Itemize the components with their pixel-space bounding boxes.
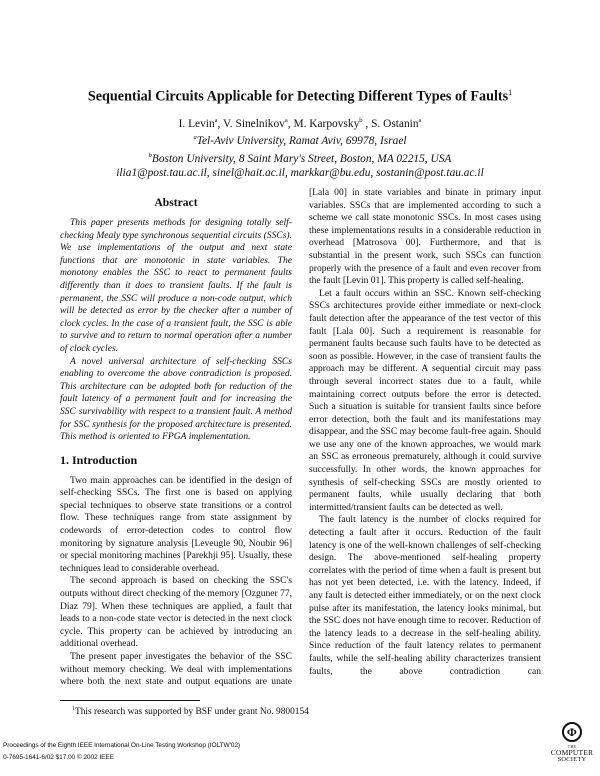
- body-paragraph: [Lala 00] in state variables and binate in primary input variables. SSCs that are implemented according to such a scheme we call state monotonic SSCs. In most cases using these implementations results in a considerable reduction in overhead [Matrosova 00]. Furthermore, and that is substantial in the present work, such SSCs can function properly with the presence of a fault and even recover from the fault [Levin 01]. This property is called self-healing.: [309, 187, 541, 287]
- body-paragraph: The fault latency is the number of clocks required for detecting a fault after it occurs. Reduction of the fault latency is one of the well-known challenges of self-checking design. The above-mentioned self-healing property correlates with the period of time when a fault is present but has not yet been detected, i.e. with the latency. Indeed, if any fault is detected either immediately, or on the next clock pulse after its manifestation, the latency looks minimal, but the SSC does not have enough time to recover. Reduction of the latency leads to a decrease in the self-healing ability. Since reduction of the fault latency relates to permanent faults, while the self-healing ability characterizes transient faults, the above contradiction can: [309, 514, 541, 677]
- aff-text: Tel-Aviv University, Ramat Aviv, 69978, Israel: [196, 135, 407, 148]
- author-list: I. Levin$^a$, V. Sinelnikov$^a$, M. Karpovsky$^b$ , S. Ostanin$^a$: [178, 117, 422, 130]
- affiliation: [0, 131, 600, 148]
- title-text: Sequential Circuits Applicable for Detecting Different Types of Faults: [87, 88, 509, 105]
- footnote-text: This research was supported by BSF under grant No. 9800154: [75, 707, 309, 718]
- section-heading: 1. Introduction: [60, 452, 138, 467]
- author-aff: a: [418, 117, 422, 124]
- author-aff: a: [214, 117, 218, 124]
- logo-icon: Φ: [562, 722, 582, 742]
- author: I. Levin: [178, 117, 215, 130]
- right-column: [309, 187, 541, 678]
- left-column: [60, 196, 292, 689]
- abstract-paragraph: This paper presents methods for designing totally self-checking Mealy type synchronous sequential circuits (SSCs). We use implementations of the output and next state functions that are monotonic in state variables. The monotony enables the SSC to react to permanent faults differently than it does to transient faults. If the fault is permanent, the SSC will produce a non-code output, which will be detected as error by the checker after a number of clock cycles. In the case of a transient fault, the SSC is able to survive and to return to normal operation after a number of clock cycles.: [60, 217, 292, 354]
- abstract-heading: Abstract: [154, 196, 198, 209]
- body-paragraph: The second approach is based on checking the SSC's outputs without direct checking of the memory [Ozguner 77, Diaz 79]. When these techniques are applied, a fault that leads to a non-code state vector is detected in the next clock cycle. This property can be achieved by introducing an additional overhead.: [60, 575, 292, 650]
- footnote-rule: [60, 700, 200, 701]
- isbn-line: 0-7695-1641-6/02 $17.00 © 2002 IEEE: [3, 754, 114, 761]
- author: M. Karpovsky: [293, 117, 360, 130]
- logo-text: THE: [567, 744, 577, 749]
- logo-text: COMPUTER: [550, 748, 594, 757]
- author: S. Ostanin: [371, 117, 419, 130]
- title-footnote-mark: 1: [508, 88, 513, 97]
- author-block: [0, 114, 600, 181]
- computer-society-logo: [545, 722, 599, 763]
- emails: ilia1@post.tau.ac.il, sinel@hait.ac.il, markkar@bu.edu, sostanin@post.tau.ac.il: [116, 167, 484, 180]
- body-paragraph: Let a fault occurs within an SSC. Known self-checking SSCs architectures provide either immediate or next-clock fault detection after the appearance of the test vector of this fault [Lala 00]. Such a requirement is reasonable for permanent faults because such faults have to be detected as soon as possible. However, in the case of transient faults the approach may be different. A sequential circuit may pass through several incorrect states due to a fault, while maintaining correct outputs before the error is detected. Such a situation is suitable for transient faults since before error detection, both the fault and its manifestations may disappear, and the SSC may become fault-free again. Should we use any one of the known approaches, we would mark an SSC as erroneous prematurely, although it could survive successfully. In other words, the known approaches for synthesis of self-checking SSCs are mostly oriented to permanent faults, while usually declaring that both intermitted/transient faults can be detected as well.: [309, 287, 541, 513]
- affiliation: [0, 149, 600, 166]
- body-paragraph: Two main approaches can be identified in the design of self-checking SSCs. The first one is based on applying special techniques to observe state transitions or a control flow. These techniques range from state assignment by codewords of error-detection codes to control flow monitoring by signature analysis [Leveugle 90, Noubir 96] or special monitoring machines [Parekhji 95]. Usually, these techniques lead to considerable overhead.: [60, 474, 292, 574]
- logo-text: SOCIETY: [557, 756, 587, 763]
- author: V. Sinelnikov: [223, 117, 285, 130]
- aff-mark: a: [193, 134, 197, 142]
- body-paragraph: The present paper investigates the behavior of the SSC without memory checking. We deal with implementations where both the next state and output equations are unate: [60, 651, 292, 688]
- author-aff: a: [284, 117, 288, 124]
- aff-mark: b: [148, 151, 152, 159]
- footnote: [72, 704, 309, 718]
- footnote-mark: 1: [72, 706, 75, 712]
- aff-text: Boston University, 8 Saint Mary's Street, Boston, MA 02215, USA: [151, 152, 452, 165]
- paper-title: [0, 88, 600, 106]
- proceedings-line: Proceedings of the Eighth IEEE International On-Line Testing Workshop (IOLTW'02): [3, 742, 240, 749]
- author-aff: b: [359, 117, 363, 124]
- abstract-paragraph: A novel universal architecture of self-checking SSCs enabling to overcome the above contradiction is proposed. This architecture can be adopted both for reduction of the fault latency of a permanent fault and for increasing the SSC survivability with respect to a transient fault. A method for SSC synthesis for the proposed architecture is presented. This method is oriented to FPGA implementation.: [60, 355, 292, 443]
